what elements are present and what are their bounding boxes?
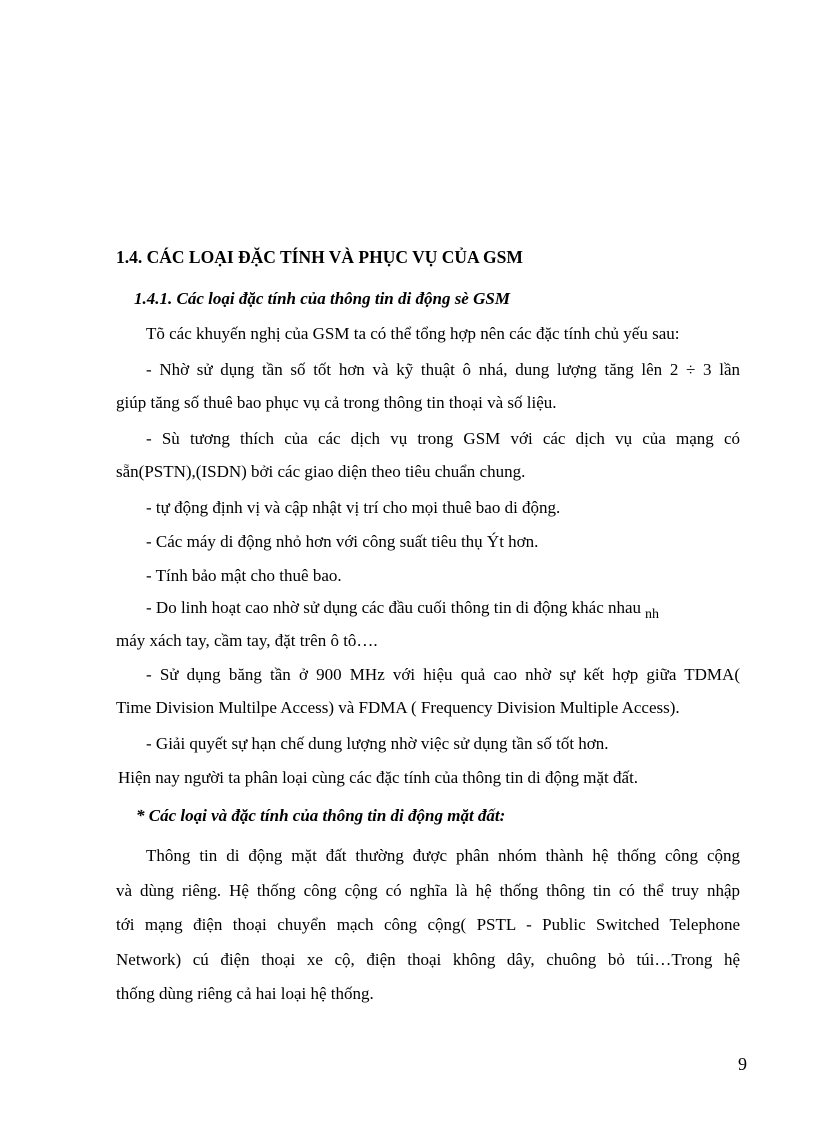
subsection-heading: 1.4.1. Các loại đặc tính của thông tin di động sè GSM — [134, 289, 510, 308]
bullet-7-line-1: - Sử dụng băng tần ở 900 MHz với hiệu quả cao nhờ sự kết hợp giữa TDMA( — [146, 665, 740, 684]
paragraph-line-4: Network) cú điện thoại xe cộ, điện thoại không dây, chuông bỏ túi…Trong hệ — [116, 950, 740, 969]
bullet-6-suffix: nh — [645, 607, 660, 622]
bullet-6-text: - Do linh hoạt cao nhờ sử dụng các đầu cuối thông tin di động khác nhau — [146, 598, 642, 617]
paragraph-line-2: và dùng riêng. Hệ thống công cộng có nghĩa là hệ thống thông tin có thể truy nhập — [116, 881, 740, 900]
paragraph-line-3: tới mạng điện thoại chuyển mạch công cộng( PSTL - Public Switched Telephone — [116, 915, 740, 934]
bullet-1-line-1: - Nhờ sử dụng tần số tốt hơn và kỹ thuật ô nhá, dung lượng tăng lên 2 ÷ 3 lần — [146, 360, 740, 379]
intro-text: Tõ các khuyến nghị của GSM ta có thể tổng hợp nên các đặc tính chủ yếu sau: — [146, 324, 680, 343]
bullet-6-line-2: máy xách tay, cầm tay, đặt trên ô tô…. — [116, 631, 378, 650]
section-heading: 1.4. CÁC LOẠI ĐẶC TÍNH VÀ PHỤC VỤ CỦA GSM — [116, 247, 523, 267]
bullet-8: - Giải quyết sự hạn chế dung lượng nhờ việc sử dụng tần số tốt hơn. — [146, 734, 609, 753]
sub-heading-2: * Các loại và đặc tính của thông tin di động mặt đất: — [136, 806, 506, 825]
summary-text: Hiện nay người ta phân loại cùng các đặc tính của thông tin di động mặt đất. — [118, 768, 639, 787]
bullet-6-line-1 — [146, 597, 659, 621]
paragraph-line-5: thống dùng riêng cả hai loại hệ thống. — [116, 984, 374, 1003]
bullet-7-line-2: Time Division Multilpe Access) và FDMA ( Frequency Division Multiple Access). — [116, 698, 680, 717]
bullet-2-line-2: sẵn(PSTN),(ISDN) bởi các giao diện theo tiêu chuẩn chung. — [116, 462, 526, 481]
bullet-3: - tự động định vị và cập nhật vị trí cho mọi thuê bao di động. — [146, 498, 561, 517]
paragraph-line-1: Thông tin di động mặt đất thường được phân nhóm thành hệ thống công cộng — [146, 846, 740, 865]
bullet-5: - Tính bảo mật cho thuê bao. — [146, 566, 342, 585]
bullet-4: - Các máy di động nhỏ hơn với công suất tiêu thụ Ýt hơn. — [146, 532, 539, 551]
bullet-2-line-1: - Sù tương thích của các dịch vụ trong GSM với các dịch vụ của mạng có — [146, 429, 740, 448]
page-number: 9 — [738, 1054, 747, 1074]
bullet-1-line-2: giúp tăng số thuê bao phục vụ cả trong thông tin thoại và số liệu. — [116, 393, 557, 412]
